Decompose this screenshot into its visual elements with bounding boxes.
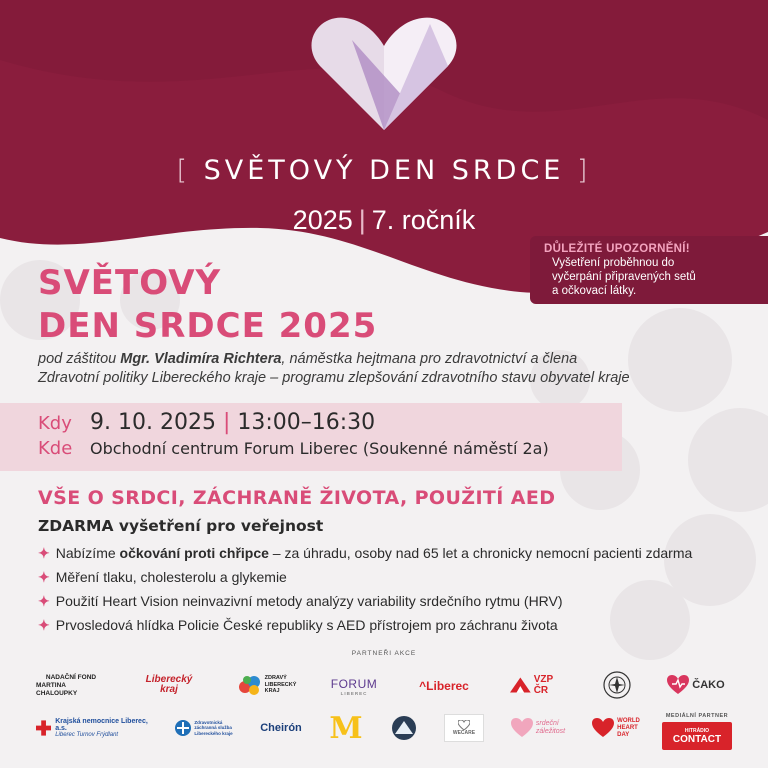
notice-line-3: a očkovací látky. [552, 285, 637, 297]
logo-zdravy-kraj [232, 672, 302, 698]
free-exam-bold: ZDARMA [38, 517, 114, 535]
hospital-cross-icon [36, 720, 51, 736]
logo-krajska-nemocnice [36, 716, 156, 740]
main-title [38, 262, 377, 348]
bracket-right: ] [576, 155, 592, 186]
logo-text: Liberec Turnov Frýdlant [55, 732, 119, 738]
logo-vzp [510, 674, 568, 696]
bullet-star-icon: ✦ [38, 569, 50, 585]
list-item [38, 568, 692, 592]
main-title-line-1: SVĚTOVÝ [38, 263, 222, 303]
list-item [38, 616, 692, 640]
logo-text: záchranná služba [194, 725, 232, 731]
logo-srdecni-zalezitost [506, 714, 570, 742]
emblem-icon [603, 671, 631, 699]
program-list [38, 544, 692, 640]
bullet-text-post: – za úhradu, osoby nad 65 let a chronicky nemocní pacienti zdarma [268, 545, 693, 561]
where-label: Kde [38, 438, 73, 459]
logo-emblem [602, 670, 632, 700]
important-notice [530, 236, 768, 304]
edition-line [0, 205, 768, 236]
list-item [38, 592, 692, 616]
logo-text: ^Liberec [419, 679, 469, 693]
patronage-suffix: , náměstka hejtmana pro zdravotnictví a člena [281, 351, 578, 367]
logo-zzs-lk [172, 716, 236, 740]
free-exam-line [38, 517, 323, 535]
logo-forum-liberec [326, 672, 382, 700]
patronage-name: Mgr. Vladimíra Richtera [120, 351, 282, 367]
logo-text: srdeční [535, 720, 559, 727]
logo-text: VZP ČR [533, 674, 553, 696]
logo-text: M [329, 710, 363, 746]
logo-text: kraj [160, 684, 178, 695]
logo-cheiron [252, 718, 310, 738]
list-item [38, 544, 692, 568]
vzp-triangle-icon [510, 677, 531, 693]
logo-text: ZDRAVÝ [264, 675, 287, 682]
logo-text: Cheirón [260, 722, 302, 734]
logo-text: Krajská nemocnice Liberec, a.s. [55, 718, 148, 732]
event-time: 13:00–16:30 [237, 410, 376, 435]
logo-text: CONTACT [672, 733, 722, 745]
edition-year: 2025 [292, 205, 353, 235]
partners-label: PARTNEŘI AKCE [351, 650, 417, 657]
bullet-bold: očkování proti chřipce [119, 545, 269, 561]
event-place: Obchodní centrum Forum Liberec (Soukenné náměstí 2a) [90, 439, 549, 458]
when-row [38, 410, 375, 435]
notice-line-1: Vyšetření proběhnou do [552, 257, 675, 269]
logo-nadacni-fond [36, 676, 106, 696]
logo-text: LIBERECKÝ [264, 681, 297, 688]
logo-text: Libereckého kraje [194, 730, 233, 736]
notice-title: DŮLEŽITÉ UPOZORNĚNÍ! [544, 243, 690, 255]
logo-text: Liberecký [145, 674, 193, 685]
edition-number: 7. ročník [371, 205, 476, 235]
patronage-prefix: pod záštitou [38, 351, 121, 367]
logo-text: NADAČNÍ FOND [45, 674, 97, 681]
logo-world-heart-day [588, 714, 644, 742]
bullet-text: Prvosledová hlídka Policie České republiky s AED přístrojem pro záchranu života [55, 617, 558, 633]
where-row [38, 438, 549, 459]
logo-cako [664, 672, 728, 698]
logo-text: DAY [617, 731, 630, 738]
star-of-life-icon [175, 720, 191, 736]
edition-separator: | [358, 205, 366, 235]
bracket-left: [ [176, 155, 192, 186]
cako-heart-icon [667, 675, 689, 695]
logo-hitradio-contact [662, 722, 732, 750]
event-name-text: SVĚTOVÝ DEN SRDCE [203, 155, 565, 186]
free-exam-rest: vyšetření pro veřejnost [113, 517, 324, 535]
logo-text: WORLD [617, 717, 640, 724]
bullet-star-icon: ✦ [38, 617, 50, 633]
event-date: 9. 10. 2025 [90, 410, 216, 435]
logo-mountain-emblem [390, 714, 418, 742]
bullet-text: Měření tlaku, cholesterolu a glykemie [55, 569, 287, 585]
bullet-star-icon: ✦ [38, 593, 50, 609]
srdecni-heart-icon [511, 718, 533, 738]
logo-text: KRAJ [264, 688, 280, 695]
date-time-separator: | [222, 410, 231, 435]
logo-text: HEART [617, 724, 638, 731]
bullet-text: Nabízíme [55, 545, 120, 561]
logo-text: MARTINA CHALOUPKY [36, 682, 78, 697]
logo-text: LIBEREC [340, 690, 368, 696]
program-section-title: VŠE O SRDCI, ZÁCHRANĚ ŽIVOTA, POUŽITÍ AED [38, 487, 556, 509]
patronage-text [38, 350, 738, 388]
logo-text: záležitost [535, 728, 566, 735]
when-label: Kdy [38, 413, 72, 434]
event-name [0, 155, 768, 186]
world-heart-icon [592, 718, 614, 738]
main-title-line-2: DEN SRDCE 2025 [38, 306, 378, 346]
logo-liberec-city [414, 676, 474, 696]
logo-text: WECARE [452, 730, 476, 736]
notice-line-2: vyčerpání připravených setů [552, 271, 696, 283]
logo-mcdonalds [329, 710, 363, 746]
wecare-heart-icon [458, 720, 470, 730]
logo-text: ČAKO [692, 679, 725, 691]
logo-text: Zdravotnická [194, 719, 223, 725]
patronage-line-2: Zdravotní politiky Libereckého kraje – programu zlepšování zdravotního stavu obyvatel kraje [38, 370, 630, 386]
media-partner-label: MEDIÁLNÍ PARTNER [665, 713, 729, 719]
logo-liberecky-kraj [144, 672, 194, 698]
logo-text: FORUM [330, 676, 378, 691]
logo-wecare [444, 714, 484, 742]
bullet-star-icon: ✦ [38, 545, 50, 561]
logo-text: HITRÁDIO [684, 727, 710, 734]
mountain-emblem-icon [391, 715, 417, 741]
zdravy-kraj-icon [238, 674, 262, 696]
bullet-text: Použití Heart Vision neinvazivní metody analýzy variability srdečního rytmu (HRV) [55, 593, 563, 609]
